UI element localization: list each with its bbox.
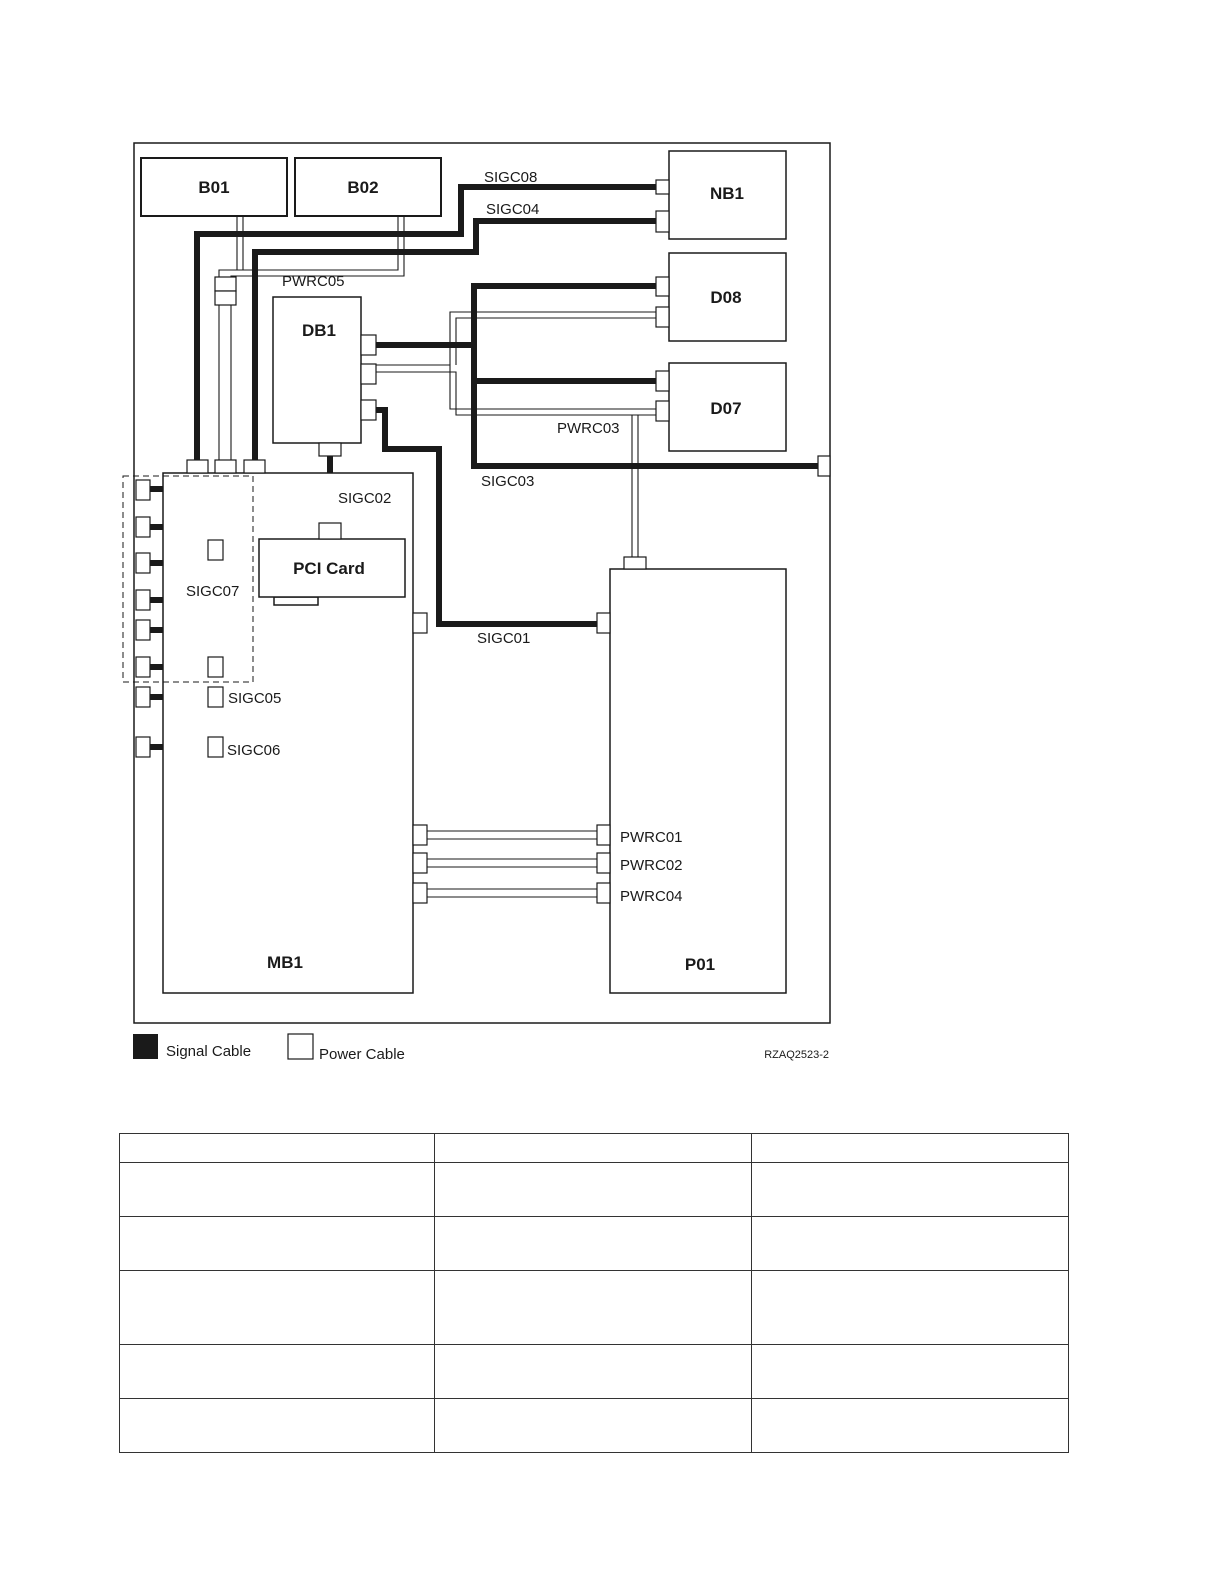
table-cell xyxy=(120,1399,435,1453)
table-row xyxy=(120,1271,1069,1345)
cable-label-pwrc01: PWRC01 xyxy=(620,829,683,846)
unit-label-b02: B02 xyxy=(347,178,379,197)
power-cable-pwrc03 xyxy=(376,365,661,415)
unit-label-d07: D07 xyxy=(710,399,742,418)
table-cell xyxy=(435,1163,752,1217)
connector xyxy=(361,335,376,355)
table-header-row xyxy=(120,1134,1069,1163)
connector xyxy=(818,456,830,476)
table-cell xyxy=(752,1217,1069,1271)
connector xyxy=(208,737,223,757)
connector xyxy=(656,211,669,232)
unit-label-b01: B01 xyxy=(198,178,230,197)
cable-table xyxy=(119,1133,1069,1453)
connector xyxy=(208,687,223,707)
connector xyxy=(656,401,669,421)
connector xyxy=(413,825,427,845)
connector xyxy=(319,523,341,539)
connector xyxy=(319,443,341,456)
table-header-cell xyxy=(120,1134,435,1163)
cable-label-sigc07: SIGC07 xyxy=(186,583,240,600)
figure-id: RZAQ2523-2 xyxy=(764,1049,829,1061)
unit-label-d08: D08 xyxy=(710,288,742,307)
connector xyxy=(215,277,236,291)
connector xyxy=(215,460,236,473)
connector xyxy=(597,883,610,903)
connector xyxy=(136,517,150,537)
table-row xyxy=(120,1217,1069,1271)
table-header-cell xyxy=(752,1134,1069,1163)
table-cell xyxy=(120,1217,435,1271)
connector xyxy=(244,460,265,473)
cable-label-sigc05: SIGC05 xyxy=(228,690,282,707)
cable-label-sigc02: SIGC02 xyxy=(338,490,392,507)
connector xyxy=(136,687,150,707)
unit-label-mb1: MB1 xyxy=(267,953,303,972)
connector xyxy=(187,460,208,473)
power-cable-pwrc03-d08 xyxy=(450,312,661,365)
connector xyxy=(136,590,150,610)
connector xyxy=(656,277,669,296)
unit-label-p01: P01 xyxy=(684,955,716,974)
cable-label-pwrc03: PWRC03 xyxy=(557,420,620,437)
connector xyxy=(656,180,669,194)
legend-power-swatch xyxy=(288,1034,313,1059)
table-cell xyxy=(435,1399,752,1453)
table-cell xyxy=(435,1271,752,1345)
unit-p01 xyxy=(610,569,786,993)
connector xyxy=(597,825,610,845)
connector xyxy=(208,657,223,677)
connector xyxy=(208,540,223,560)
cable-label-sigc08: SIGC08 xyxy=(484,169,538,186)
pci-card-edge xyxy=(274,597,318,605)
connector xyxy=(215,291,236,305)
table-row xyxy=(120,1345,1069,1399)
table-cell xyxy=(435,1345,752,1399)
connector xyxy=(136,657,150,677)
table-cell xyxy=(120,1271,435,1345)
unit-label-nb1: NB1 xyxy=(709,184,745,203)
connector xyxy=(361,400,376,420)
legend-signal-label: Signal Cable xyxy=(166,1043,252,1060)
connector xyxy=(413,883,427,903)
cable-label-sigc04: SIGC04 xyxy=(486,201,540,218)
table-cell xyxy=(752,1271,1069,1345)
table-cell xyxy=(120,1345,435,1399)
connector xyxy=(361,364,376,384)
power-cable-pwrc04 xyxy=(427,889,597,897)
connector xyxy=(597,613,610,633)
legend-signal-swatch xyxy=(133,1034,158,1059)
cable-label-pwrc05: PWRC05 xyxy=(282,273,345,290)
connector xyxy=(624,557,646,569)
connector xyxy=(136,480,150,500)
connector xyxy=(413,613,427,633)
unit-label-db1: DB1 xyxy=(301,321,337,340)
power-cable-pwrc05-b01 xyxy=(237,216,243,270)
connector xyxy=(413,853,427,873)
connector xyxy=(656,307,669,327)
legend-power-label: Power Cable xyxy=(319,1046,405,1063)
table-cell xyxy=(752,1399,1069,1453)
table-cell xyxy=(120,1163,435,1217)
table-row xyxy=(120,1399,1069,1453)
table-cell xyxy=(752,1345,1069,1399)
cable-label-sigc03: SIGC03 xyxy=(481,473,535,490)
cable-label-sigc01: SIGC01 xyxy=(477,630,531,647)
unit-db1 xyxy=(273,297,361,443)
table-cell xyxy=(752,1163,1069,1217)
cable-label-pwrc04: PWRC04 xyxy=(620,888,683,905)
table-cell xyxy=(435,1217,752,1271)
power-cable-pwrc01 xyxy=(427,831,597,839)
power-cable-pwrc02 xyxy=(427,859,597,867)
connector xyxy=(136,620,150,640)
connector xyxy=(136,553,150,573)
cable-label-sigc06: SIGC06 xyxy=(227,742,281,759)
power-cable-pwrc03-p01 xyxy=(632,415,638,557)
table-header-cell xyxy=(435,1134,752,1163)
table-row xyxy=(120,1163,1069,1217)
cable-label-pwrc02: PWRC02 xyxy=(620,857,683,874)
unit-label-pci-card: PCI Card xyxy=(293,559,365,578)
connector xyxy=(656,371,669,391)
connector xyxy=(597,853,610,873)
connector xyxy=(136,737,150,757)
